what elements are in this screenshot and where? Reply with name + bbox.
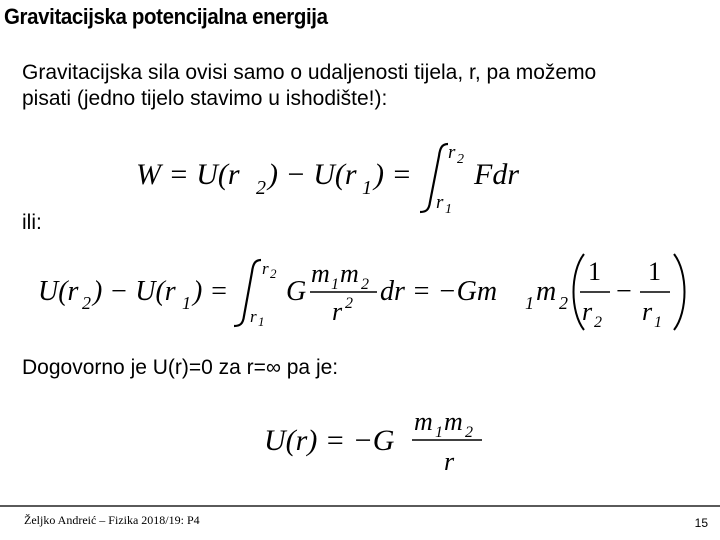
eq3-num-m1: m — [414, 407, 433, 436]
slide-title: Gravitacijska potencijalna energija — [4, 4, 328, 29]
eq2-num-m1: m — [311, 259, 330, 288]
eq1-integrand: Fdr — [474, 158, 519, 191]
eq2-den-r: r — [332, 297, 343, 326]
eq1-lhs: W = U(r — [136, 158, 240, 191]
eq2-minus: − — [616, 276, 632, 307]
footer-credit: Željko Andreić – Fizika 2018/19: P4 — [24, 513, 200, 527]
frac1-den-sub: 2 — [594, 314, 602, 331]
eq2-lhs-sub1: 1 — [182, 293, 191, 313]
work-equation — [130, 138, 550, 218]
eq1-sub2: 2 — [256, 177, 266, 199]
frac2-den-sub: 1 — [654, 314, 662, 331]
frac1-den: r — [582, 297, 593, 326]
eq1-lower: r — [436, 192, 444, 213]
eq2-num-s2: 2 — [361, 276, 369, 293]
eq1-mid: ) − U(r — [268, 158, 357, 191]
intro-line-2: pisati (jedno tijelo stavimo u ishodište!): — [22, 87, 388, 110]
frac2-den: r — [642, 297, 653, 326]
potential-difference-equation — [34, 248, 694, 334]
eq2-num-s1: 1 — [331, 276, 339, 293]
eq2-lower: r — [250, 307, 257, 326]
eq1-lower-sub: 1 — [445, 202, 452, 217]
integral-sign-2 — [234, 260, 261, 326]
integral-sign — [420, 144, 448, 212]
eq2-upper-sub: 2 — [270, 266, 277, 281]
potential-equation — [258, 404, 498, 480]
ili-label: ili: — [22, 211, 42, 234]
eq2-den-exp: 2 — [345, 295, 353, 312]
eq2-G: G — [286, 276, 307, 307]
eq2-lower-sub: 1 — [258, 314, 265, 329]
eq2-lhs-sub2: 2 — [82, 293, 91, 313]
page-number: 15 — [694, 516, 708, 530]
frac2-num: 1 — [648, 257, 661, 286]
convention-paragraph: Dogovorno je U(r)=0 za r=∞ pa je: — [22, 356, 339, 379]
eq2-rhs-s1: 1 — [525, 293, 534, 313]
eq3-lhs: U(r) = −G — [264, 424, 395, 457]
eq1-sub1: 1 — [362, 177, 372, 199]
eq1-eq: ) = — [374, 158, 412, 191]
eq2-dr: dr = −Gm — [380, 276, 498, 307]
eq1-upper: r — [448, 142, 456, 163]
frac1-num: 1 — [588, 257, 601, 286]
eq3-den: r — [444, 447, 455, 476]
right-paren — [674, 254, 685, 330]
eq2-rhs-m: m — [536, 276, 557, 307]
eq3-num-s1: 1 — [435, 424, 443, 441]
eq3-num-s2: 2 — [465, 424, 473, 441]
eq2-lhs-b: ) − U(r — [93, 276, 176, 307]
intro-paragraph — [22, 60, 596, 112]
eq3-num-m2: m — [444, 407, 463, 436]
eq1-upper-sub: 2 — [457, 152, 464, 167]
eq2-rhs-s2: 2 — [559, 293, 568, 313]
footer-divider — [0, 505, 720, 507]
eq2-upper: r — [262, 259, 269, 278]
eq2-lhs-a: U(r — [38, 276, 79, 307]
eq2-lhs-c: ) = — [193, 276, 229, 307]
intro-line-1: Gravitacijska sila ovisi samo o udaljenosti tijela, r, pa možemo — [22, 61, 597, 84]
eq2-num-m2: m — [340, 259, 359, 288]
